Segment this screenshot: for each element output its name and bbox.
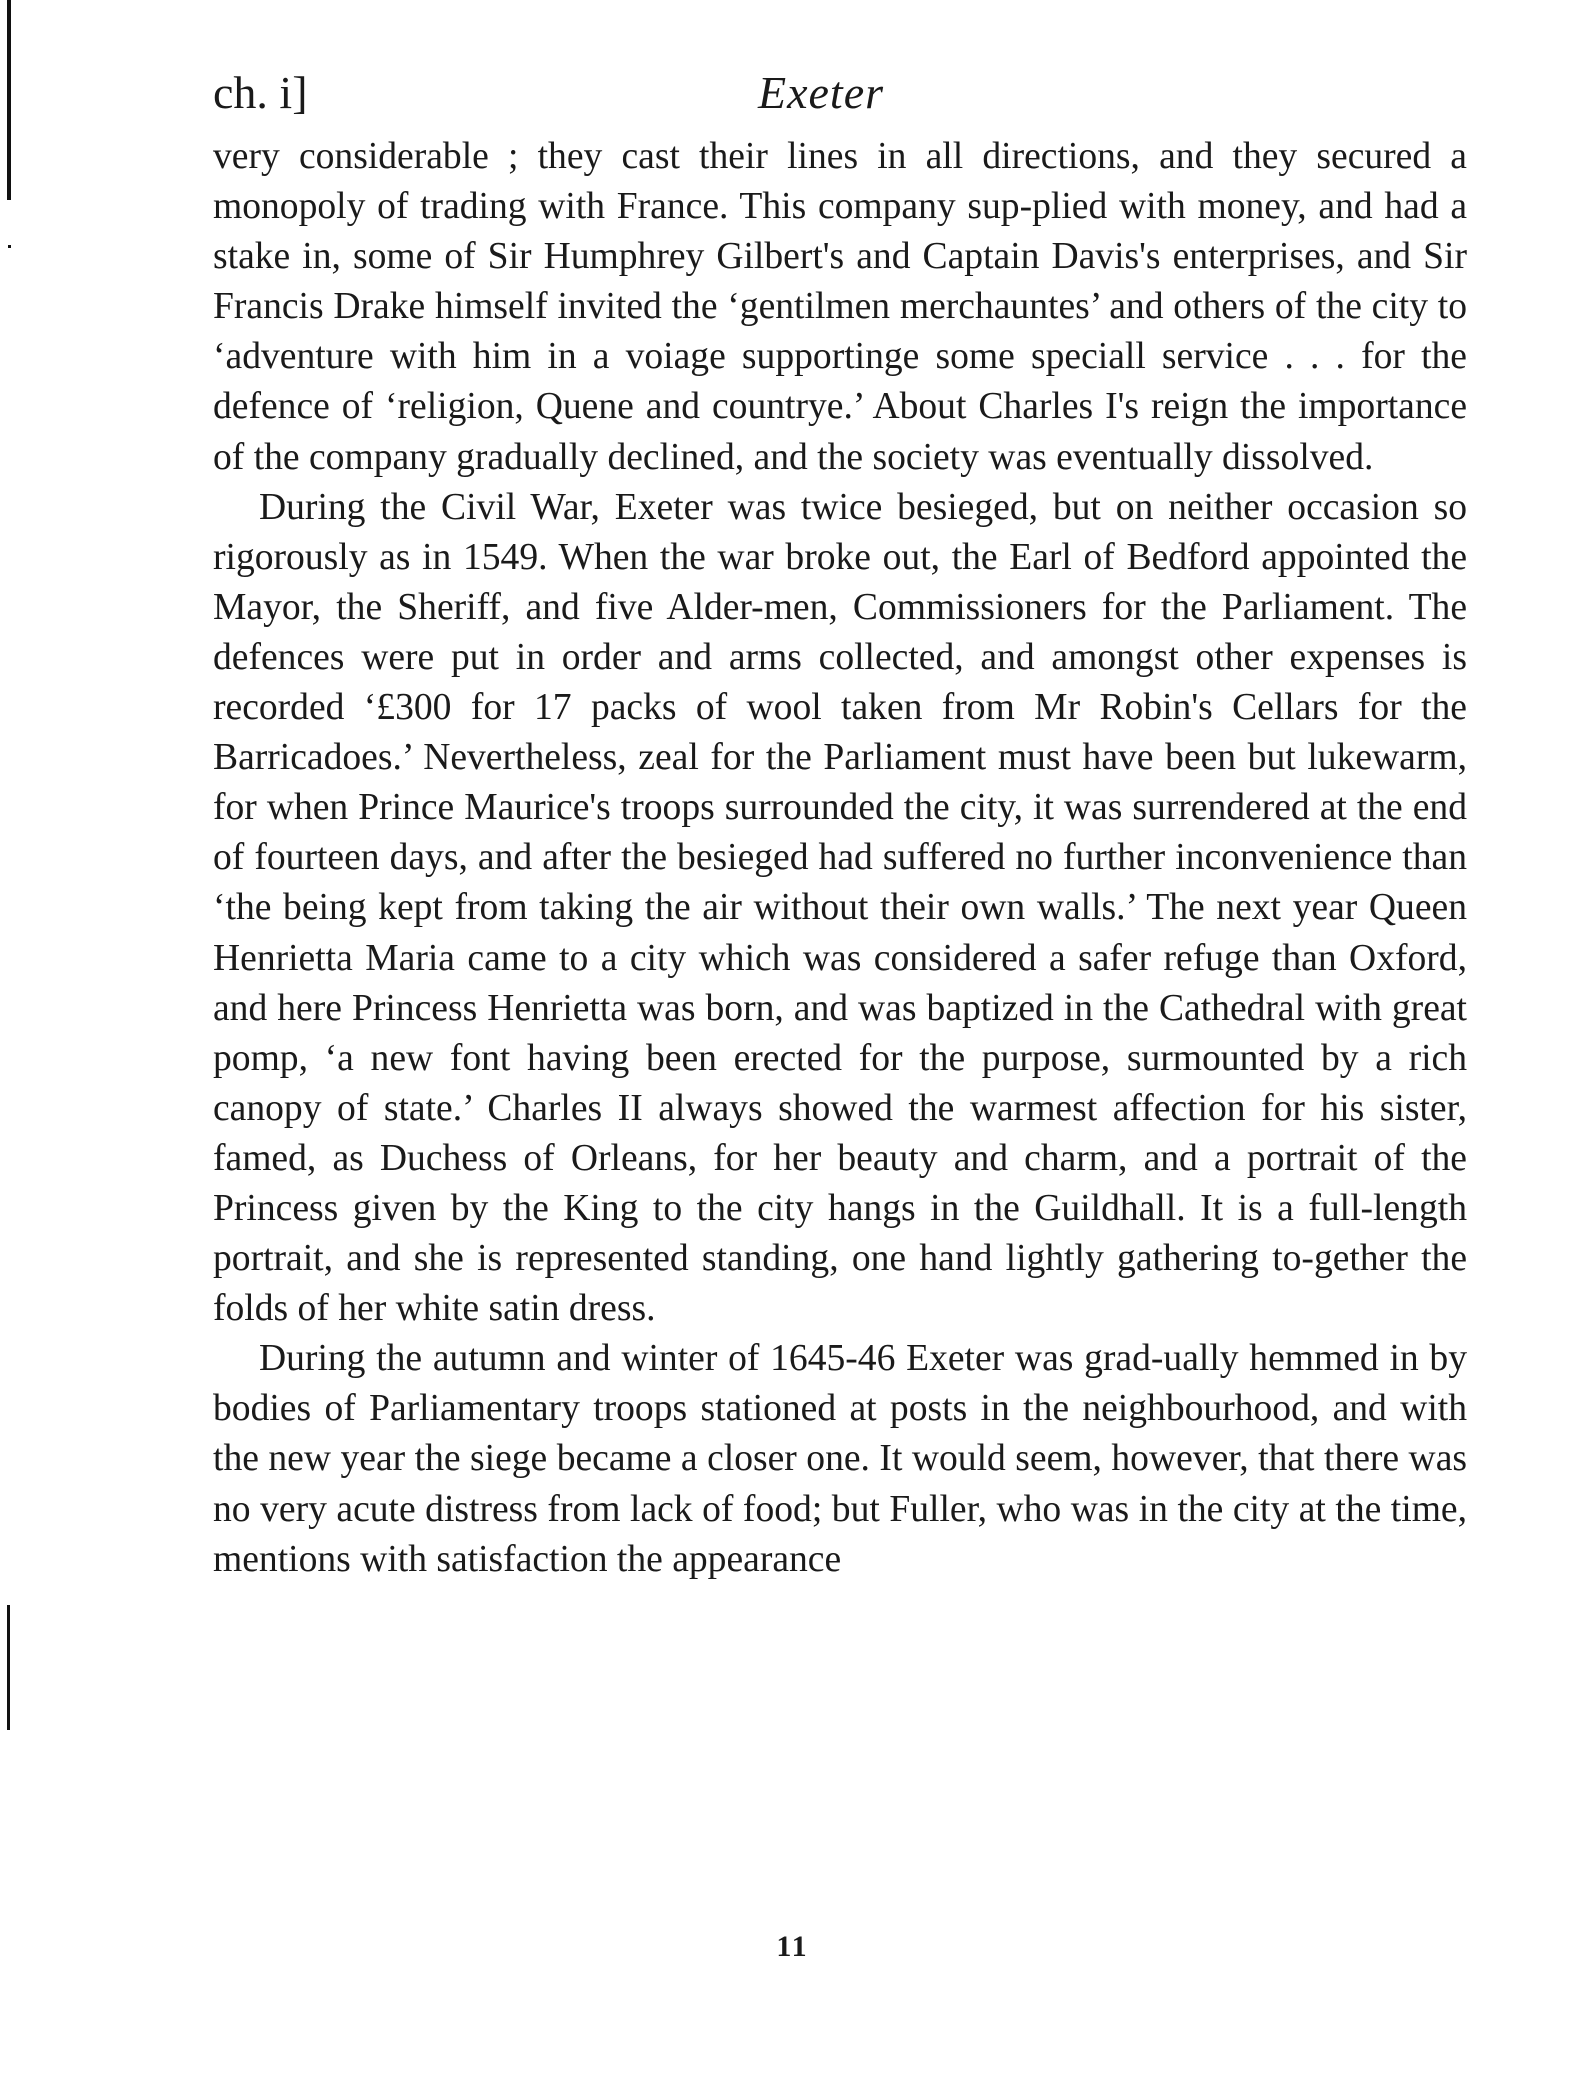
body-text [213, 132, 1467, 1585]
scan-margin-dot [8, 245, 11, 248]
page-number: 11 [776, 1930, 809, 1963]
chapter-reference: ch. i] [213, 67, 308, 118]
scan-margin-line [7, 1605, 10, 1730]
running-title: Exeter [758, 67, 885, 118]
scan-margin-line [7, 0, 11, 200]
paragraph: very considerable ; they cast their lines in all directions, and they secured a monopoly of trading with France. This company sup-plied with money, and had a stake in, some of Sir Humphrey Gilbert's and Captain Davis's enterprises, and Sir Francis Drake himself invited the ‘gentilmen merchauntes’ and others of the city to ‘adventure with him in a voiage supportinge some speciall service . . . for the defence of ‘religion, Quene and countrye.’ About Charles I's reign the importance of the company gradually declined, and the society was eventually dissolved. [213, 136, 1467, 478]
running-head [213, 66, 1468, 126]
paragraph: During the autumn and winter of 1645-46 Exeter was grad-ually hemmed in by bodies of Parliamentary troops stationed at posts in the neighbourhood, and with the new year the siege became a closer one. It would seem, however, that there was no very acute distress from lack of food; but Fuller, who was in the city at the time, mentions with satisfaction the appearance [213, 1338, 1467, 1580]
paragraph: During the Civil War, Exeter was twice besieged, but on neither occasion so rigorously as in 1549. When the war broke out, the Earl of Bedford appointed the Mayor, the Sheriff, and five Alder-men, Commissioners for the Parliament. The defences were put in order and arms collected, and amongst other expenses is recorded ‘£300 for 17 packs of wool taken from Mr Robin's Cellars for the Barricadoes.’ Nevertheless, zeal for the Parliament must have been but lukewarm, for when Prince Maurice's troops surrounded the city, it was surrendered at the end of fourteen days, and after the besieged had suffered no further inconvenience than ‘the being kept from taking the air without their own walls.’ The next year Queen Henrietta Maria came to a city which was considered a safer refuge than Oxford, and here Princess Henrietta was born, and was baptized in the Cathedral with great pomp, ‘a new font having been erected for the purpose, surmounted by a rich canopy of state.’ Charles II always showed the warmest affection for his sister, famed, as Duchess of Orleans, for her beauty and charm, and a portrait of the Princess given by the King to the city hangs in the Guildhall. It is a full-length portrait, and she is represented standing, one hand lightly gathering to-gether the folds of her white satin dress. [213, 486, 1467, 1330]
